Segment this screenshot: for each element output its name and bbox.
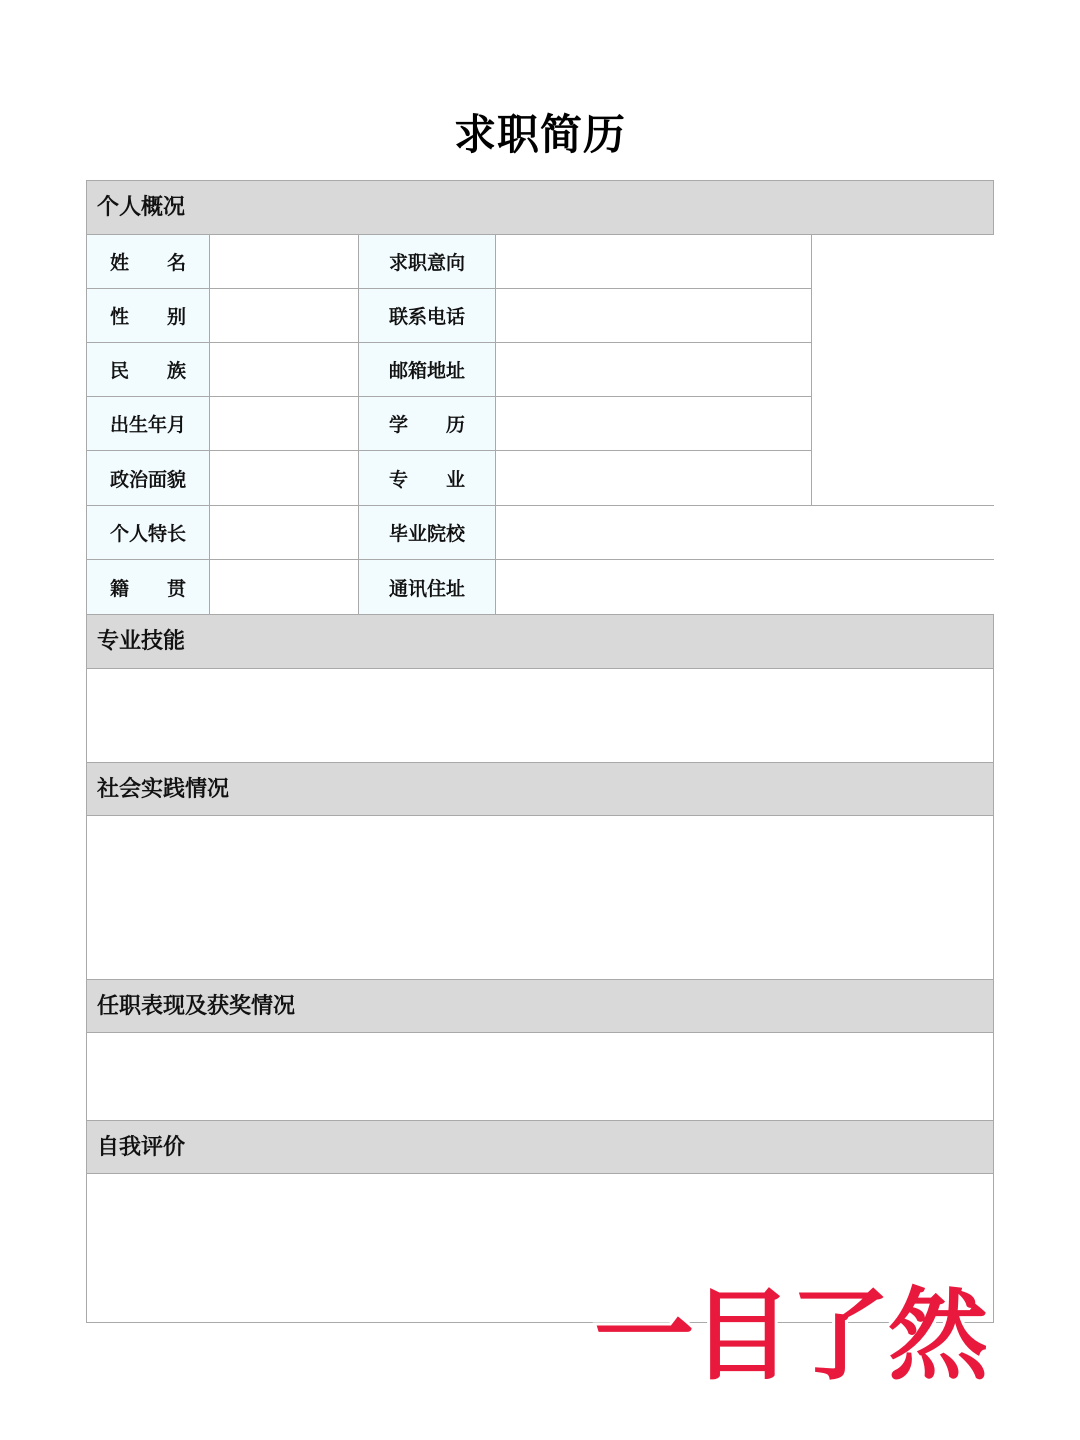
field-job-intention[interactable] bbox=[496, 235, 812, 289]
skills-content[interactable] bbox=[87, 669, 993, 763]
field-birth[interactable] bbox=[210, 397, 359, 451]
label-address: 通讯住址 bbox=[359, 560, 496, 615]
section-header-personal: 个人概况 bbox=[87, 181, 993, 235]
label-phone: 联系电话 bbox=[359, 289, 496, 343]
photo-box[interactable] bbox=[812, 235, 994, 506]
label-specialty: 个人特长 bbox=[87, 506, 210, 560]
field-gender[interactable] bbox=[210, 289, 359, 343]
field-political[interactable] bbox=[210, 451, 359, 506]
practice-content[interactable] bbox=[87, 816, 993, 979]
label-education: 学 历 bbox=[359, 397, 496, 451]
label-native-place: 籍 贯 bbox=[87, 560, 210, 615]
field-email[interactable] bbox=[496, 343, 812, 397]
section-header-practice: 社会实践情况 bbox=[87, 762, 993, 816]
label-school: 毕业院校 bbox=[359, 506, 496, 560]
awards-content[interactable] bbox=[87, 1033, 993, 1120]
section-header-self-eval: 自我评价 bbox=[87, 1120, 993, 1174]
page-title: 求职简历 bbox=[453, 110, 626, 159]
field-ethnicity[interactable] bbox=[210, 343, 359, 397]
watermark-text: 一目了然 bbox=[594, 1277, 986, 1392]
resume-table bbox=[86, 180, 994, 1323]
field-school[interactable] bbox=[496, 506, 994, 560]
watermark-stamp bbox=[580, 1272, 1000, 1392]
field-name[interactable] bbox=[210, 235, 359, 289]
label-major: 专 业 bbox=[359, 451, 496, 506]
label-email: 邮箱地址 bbox=[359, 343, 496, 397]
field-major[interactable] bbox=[496, 451, 812, 506]
section-header-awards: 任职表现及获奖情况 bbox=[87, 979, 993, 1033]
field-address[interactable] bbox=[496, 560, 994, 615]
label-ethnicity: 民 族 bbox=[87, 343, 210, 397]
label-birth: 出生年月 bbox=[87, 397, 210, 451]
label-job-intention: 求职意向 bbox=[359, 235, 496, 289]
field-specialty[interactable] bbox=[210, 506, 359, 560]
field-education[interactable] bbox=[496, 397, 812, 451]
label-gender: 性 别 bbox=[87, 289, 210, 343]
section-header-skills: 专业技能 bbox=[87, 615, 993, 669]
label-name: 姓 名 bbox=[87, 235, 210, 289]
label-political: 政治面貌 bbox=[87, 451, 210, 506]
field-phone[interactable] bbox=[496, 289, 812, 343]
field-native-place[interactable] bbox=[210, 560, 359, 615]
